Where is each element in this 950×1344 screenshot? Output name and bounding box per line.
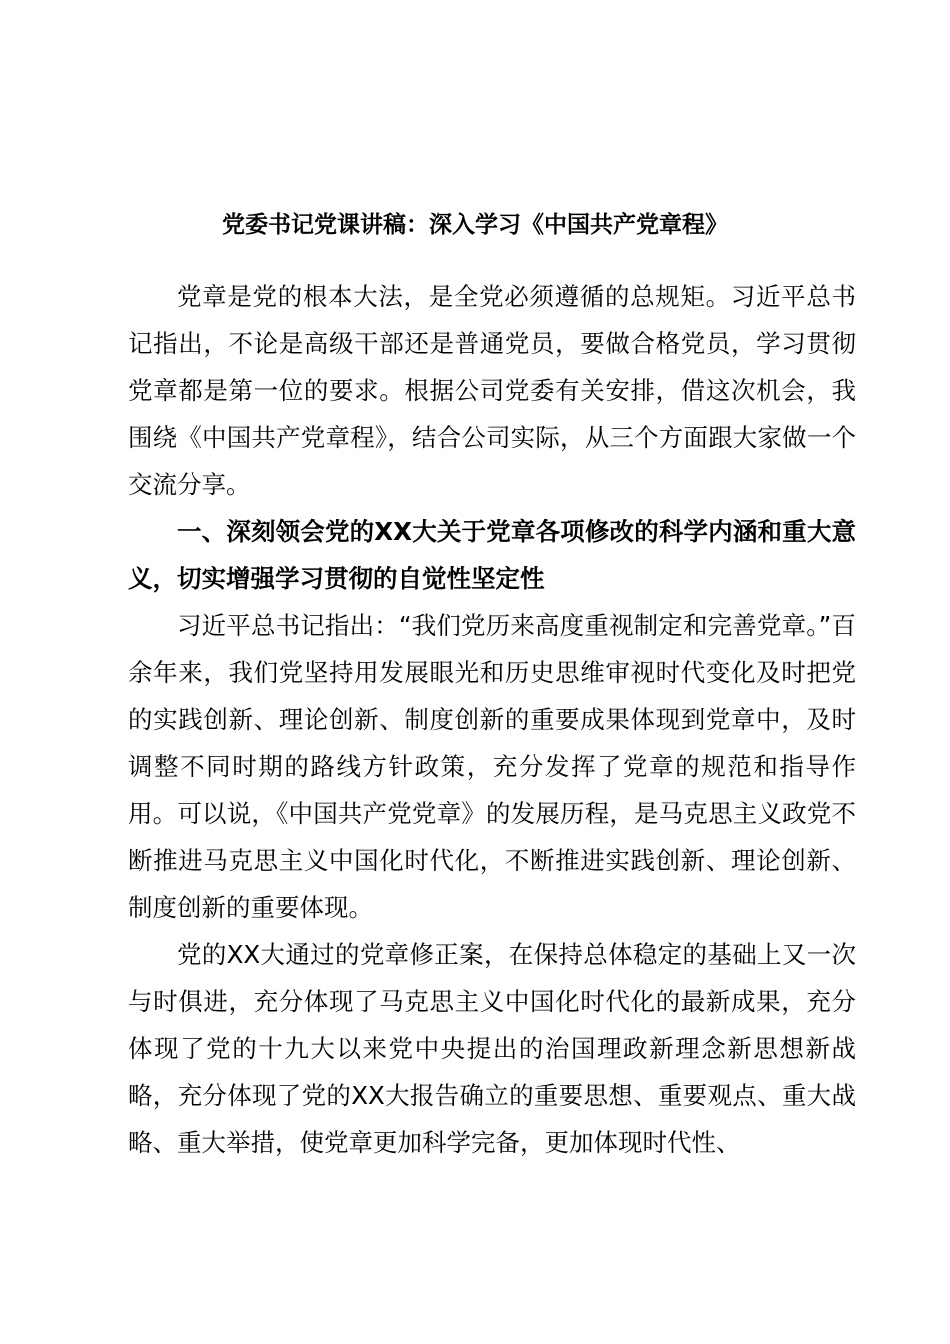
intro-paragraph: 党章是党的根本大法，是全党必须遵循的总规矩。习近平总书记指出，不论是高级干部还是普通党员，要做合格党员，学习贯彻党章都是第一位的要求。根据公司党委有关安排，借这次机会，我围绕《中国共产党章程》，结合公司实际，从三个方面跟大家做一个交流分享。 — [128, 282, 856, 499]
document-title: 党委书记党课讲稿：深入学习《中国共产党章程》 — [222, 212, 728, 238]
section-heading-1: 一、深刻领会党的XX大关于党章各项修改的科学内涵和重大意义，切实增强学习贯彻的自觉性坚定性 — [128, 517, 856, 593]
document-body — [128, 273, 856, 1166]
body-paragraph: 习近平总书记指出：“我们党历来高度重视制定和完善党章。”百余年来，我们党坚持用发展眼光和历史思维审视时代变化及时把党的实践创新、理论创新、制度创新的重要成果体现到党章中，及时调整不同时期的路线方针政策，充分发挥了党章的规范和指导作用。可以说，《中国共产党党章》的发展历程，是马克思主义政党不断推进马克思主义中国化时代化，不断推进实践创新、理论创新、制度创新的重要体现。 — [128, 611, 856, 922]
body-paragraph: 党的XX大通过的党章修正案，在保持总体稳定的基础上又一次与时俱进，充分体现了马克思主义中国化时代化的最新成果，充分体现了党的十九大以来党中央提出的治国理政新理念新思想新战略，充分体现了党的XX大报告确立的重要思想、重要观点、重大战略、重大举措，使党章更加科学完备，更加体现时代性、 — [128, 940, 856, 1157]
